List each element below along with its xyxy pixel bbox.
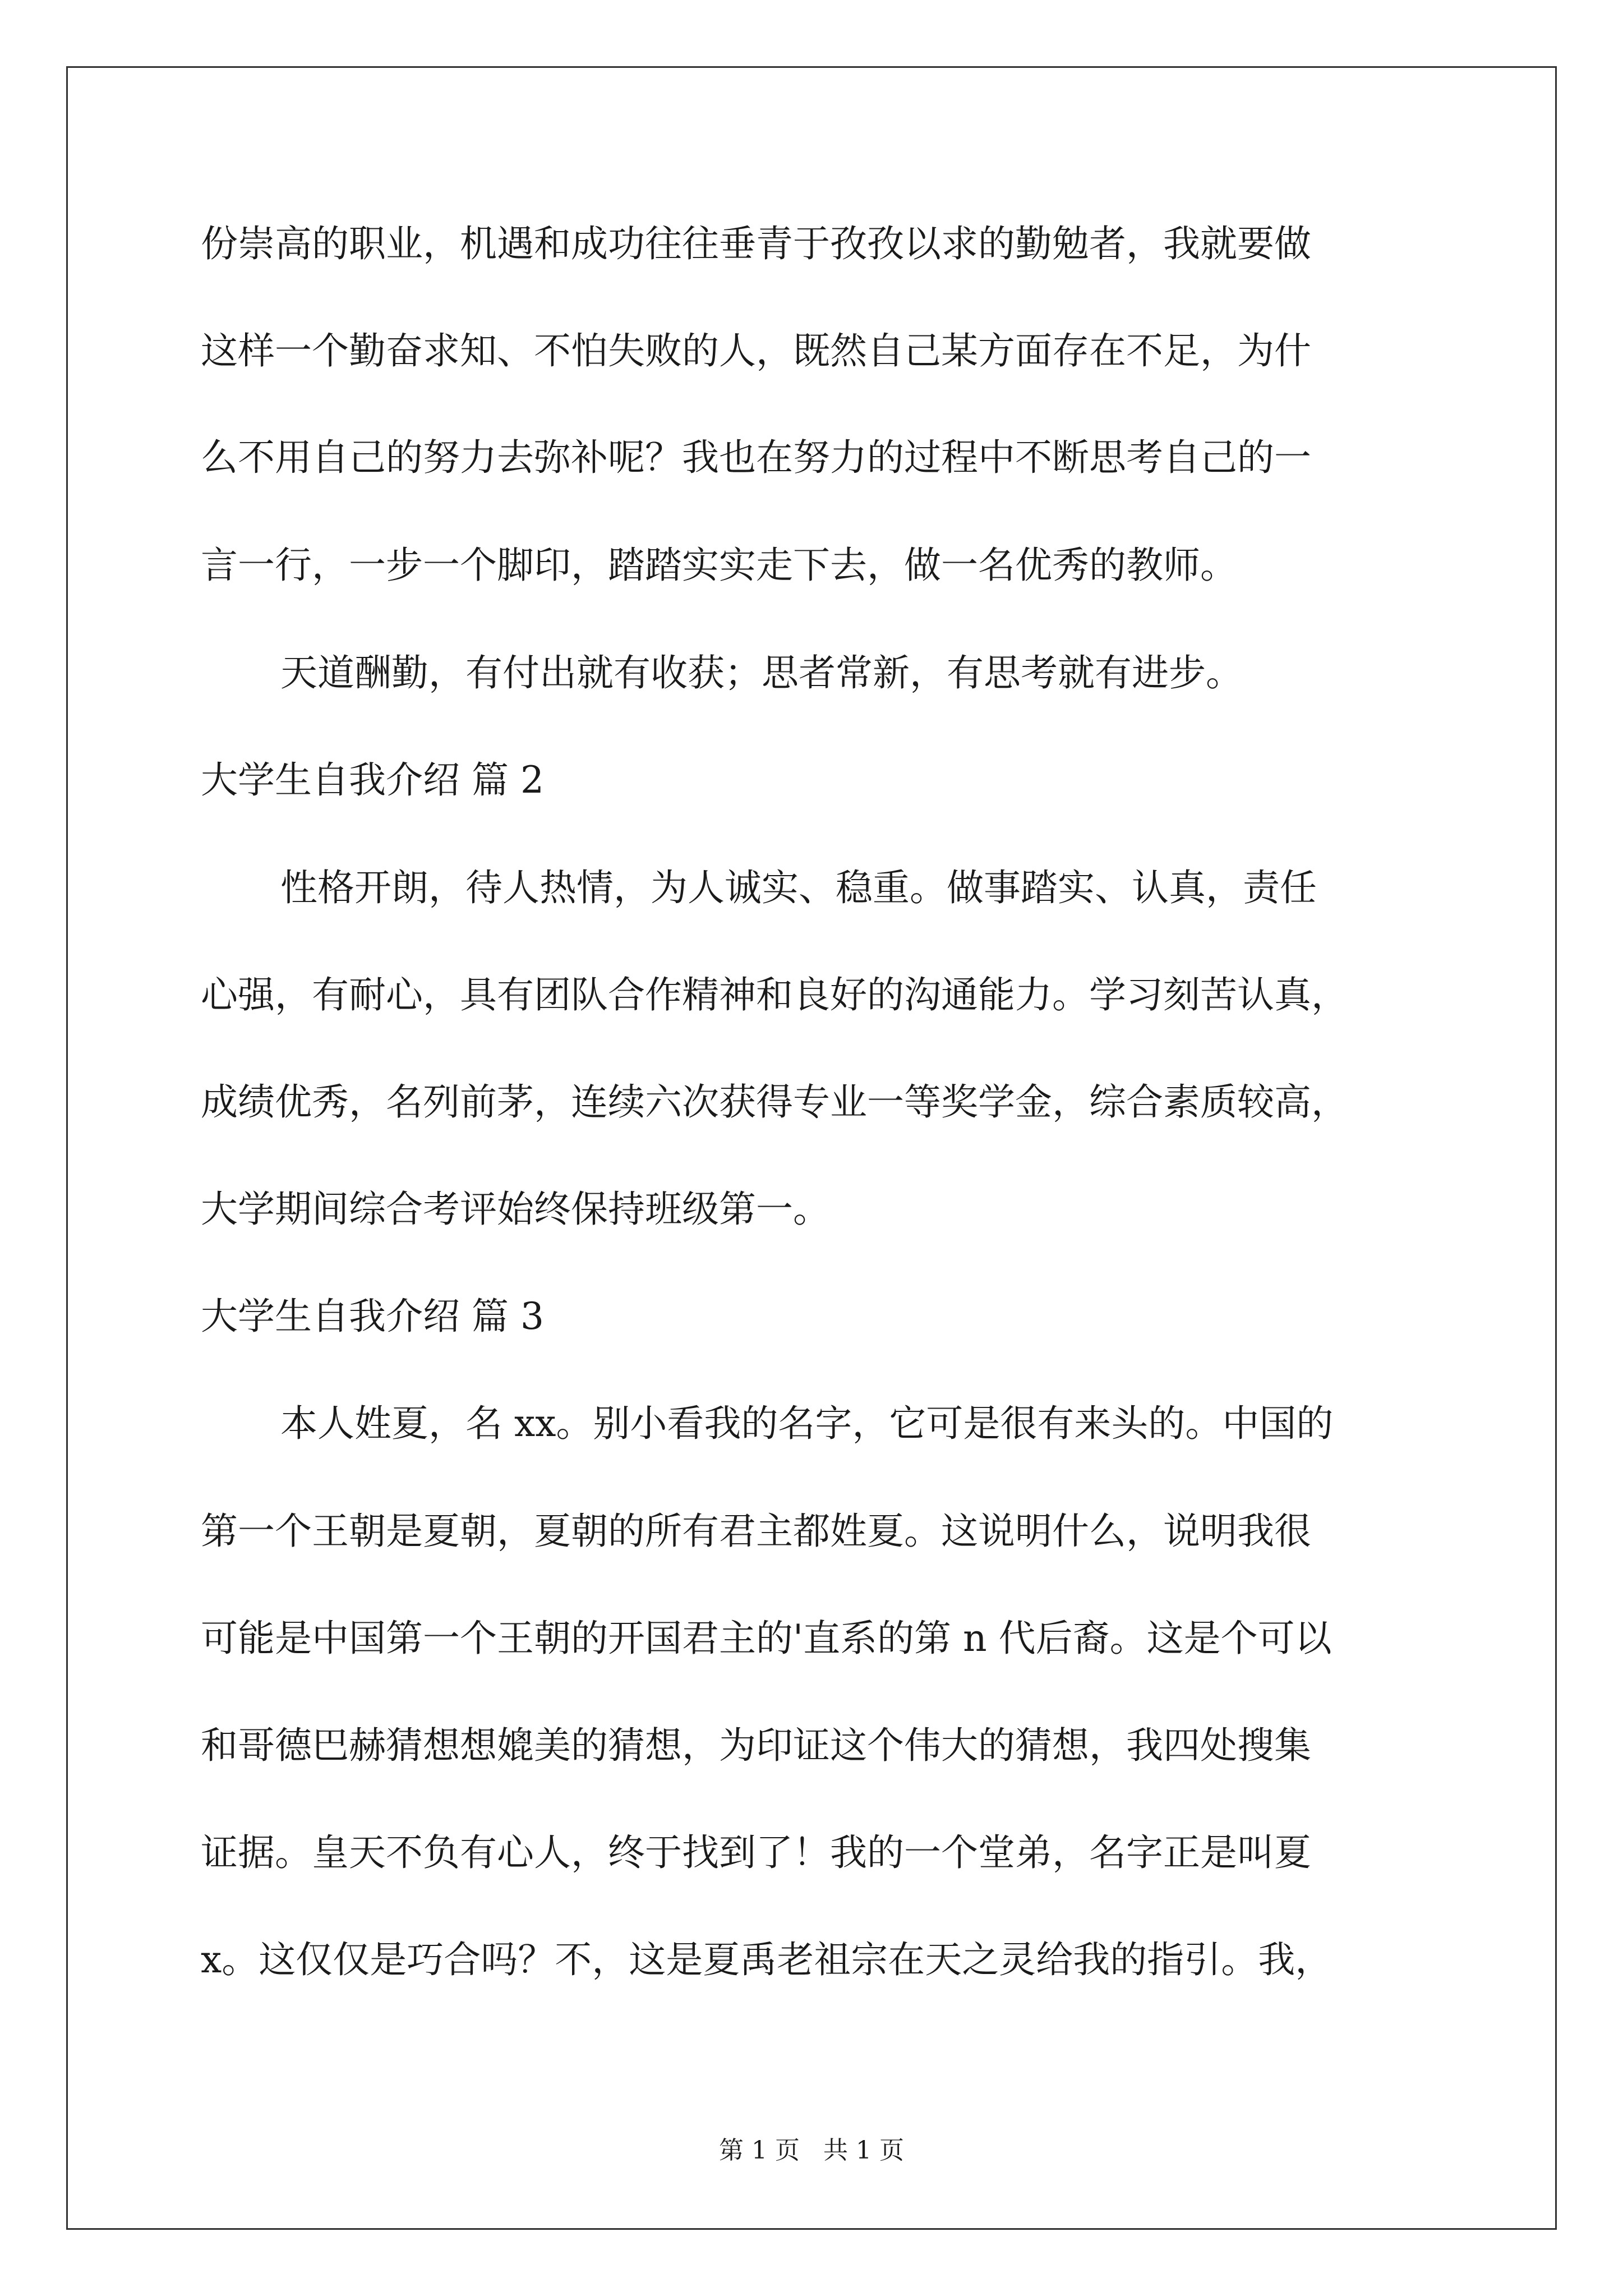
body-text-line: 可能是中国第一个王朝的开国君主的'直系的第 n 代后裔。这是个可以 — [201, 1617, 1332, 1660]
section-heading: 大学生自我介绍 篇 3 — [201, 1295, 544, 1338]
body-text-line: 本人姓夏，名 xx。别小看我的名字，它可是很有来头的。中国的 — [280, 1402, 1334, 1445]
body-text-line: 性格开朗，待人热情，为人诚实、稳重。做事踏实、认真，责任 — [280, 866, 1317, 909]
body-text-line: 么不用自己的努力去弥补呢？我也在努力的过程中不断思考自己的一 — [201, 436, 1311, 479]
body-text-line: 言一行，一步一个脚印，踏踏实实走下去，做一名优秀的教师。 — [201, 544, 1237, 587]
body-text-line: 大学期间综合考评始终保持班级第一。 — [201, 1188, 830, 1231]
body-text-line: 第一个王朝是夏朝，夏朝的所有君主都姓夏。这说明什么，说明我很 — [201, 1510, 1311, 1553]
body-text-line: 证据。皇天不负有心人，终于找到了！我的一个堂弟，名字正是叫夏 — [201, 1831, 1311, 1874]
body-text-line: 和哥德巴赫猜想想媲美的猜想，为印证这个伟大的猜想，我四处搜集 — [201, 1724, 1311, 1767]
body-text-line: 份崇高的职业，机遇和成功往往垂青于孜孜以求的勤勉者，我就要做 — [201, 222, 1311, 265]
page-footer: 第 1 页 共 1 页 — [719, 2136, 904, 2165]
page-border — [66, 66, 1557, 2230]
body-text-line: 这样一个勤奋求知、不怕失败的人，既然自己某方面存在不足，为什 — [201, 329, 1311, 372]
section-heading: 大学生自我介绍 篇 2 — [201, 758, 544, 802]
body-text-line: x。这仅仅是巧合吗？不，这是夏禹老祖宗在天之灵给我的指引。我， — [201, 1938, 1332, 1981]
body-text-line: 心强，有耐心，具有团队合作精神和良好的沟通能力。学习刻苦认真， — [201, 973, 1348, 1016]
body-text-line: 成绩优秀，名列前茅，连续六次获得专业一等奖学金，综合素质较高， — [201, 1080, 1348, 1124]
body-text-line: 天道酬勤，有付出就有收获；思者常新，有思考就有进步。 — [280, 651, 1243, 694]
